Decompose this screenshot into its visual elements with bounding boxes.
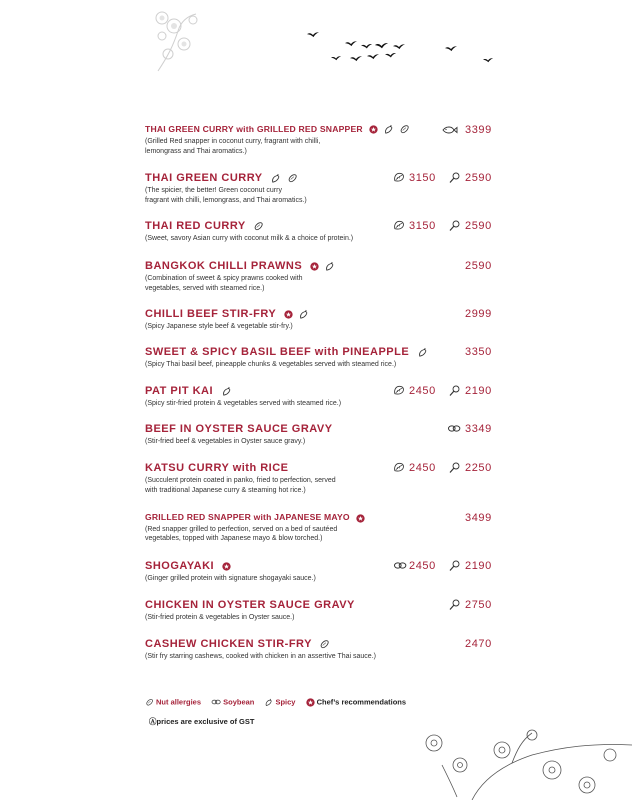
item-description: (Spicy stir-fried protein & vegetables served with steamed rice.): [145, 400, 342, 408]
menu-item: [145, 423, 495, 447]
item-title: THAI GREEN CURRY: [145, 172, 495, 184]
spicy-icon: [324, 261, 335, 272]
menu-item: [145, 385, 495, 409]
item-description: (Combination of sweet & spicy prawns cooked with vegetables, served with steamed rice.): [145, 275, 303, 292]
item-title: KATSU CURRY with RICE: [145, 462, 289, 474]
item-description: (Succulent protein coated in panko, fried to perfection, served with traditional Japanese curry & steaming hot rice.): [145, 477, 336, 494]
soybean-icon: [211, 698, 221, 706]
item-price-chicken: 2250: [465, 462, 492, 474]
legend-soy-label: Soybean: [223, 697, 255, 707]
chef-recommendation-icon: [369, 125, 378, 134]
menu-item: [145, 124, 495, 157]
beef-icon: [393, 560, 407, 571]
footnote-text: prices are exclusive of GST: [156, 717, 255, 726]
item-description: (Ginger grilled protein with signature shogayaki sauce.): [145, 575, 316, 583]
item-title: CHILLI BEEF STIR-FRY: [145, 308, 495, 320]
chef-recommendation-icon: [310, 262, 319, 271]
menu-item: [145, 638, 495, 662]
chicken-icon: [448, 560, 460, 572]
item-description: (Sweet, savory Asian curry with coconut milk & a choice of protein.): [145, 235, 354, 243]
menu-item: [145, 560, 495, 584]
item-price: 3350: [465, 346, 492, 358]
flower-branch-decoration-icon: [412, 725, 638, 800]
item-title: THAI RED CURRY: [145, 220, 495, 232]
chicken-icon: [448, 220, 460, 232]
item-price-chicken: 2190: [465, 385, 492, 397]
spicy-icon: [264, 698, 273, 707]
menu-item: [145, 599, 495, 623]
vegetable-icon: [393, 219, 406, 231]
menu-item: [145, 220, 495, 244]
item-title: SWEET & SPICY BASIL BEEF with PINEAPPLE: [145, 346, 495, 358]
item-price-veg: 3150: [409, 172, 436, 184]
item-title: CHICKEN IN OYSTER SAUCE GRAVY: [145, 599, 355, 611]
nut-allergy-icon: [319, 639, 330, 650]
item-title: CASHEW CHICKEN STIR-FRY: [145, 638, 495, 650]
nut-allergy-icon: [287, 173, 298, 184]
item-price-beef: 2450: [409, 560, 436, 572]
item-description: (Spicy Japanese style beef & vegetable stir-fry.): [145, 323, 293, 331]
item-price: 2750: [465, 599, 492, 611]
chef-recommendation-icon: [222, 562, 231, 571]
chef-recommendation-icon: [284, 310, 293, 319]
spicy-icon: [221, 386, 232, 397]
nut-allergy-icon: [399, 124, 410, 135]
item-price-chicken: 2590: [465, 220, 492, 232]
chicken-icon: [448, 385, 460, 397]
item-price-veg: 2450: [409, 385, 436, 397]
item-price-veg: 3150: [409, 220, 436, 232]
nut-allergy-icon: [253, 221, 264, 232]
menu-item: [145, 260, 495, 293]
item-title: GRILLED RED SNAPPER with JAPANESE MAYO: [145, 512, 495, 523]
item-description: (Grilled Red snapper in coconut curry, fragrant with chilli, lemongrass and Thai aromatics.): [145, 138, 321, 155]
item-title: BEEF IN OYSTER SAUCE GRAVY: [145, 423, 333, 435]
item-price: 3399: [465, 124, 492, 136]
vegetable-icon: [393, 461, 406, 473]
item-title: PAT PIT KAI: [145, 385, 495, 397]
legend-spicy: [264, 697, 295, 707]
item-title: SHOGAYAKI: [145, 560, 495, 572]
item-title: THAI GREEN CURRY with GRILLED RED SNAPPER: [145, 124, 495, 135]
gst-footnote: [149, 716, 254, 727]
item-price: 2590: [465, 260, 492, 272]
chicken-icon: [448, 462, 460, 474]
spicy-icon: [417, 347, 428, 358]
menu-item: [145, 172, 495, 205]
menu-item: [145, 346, 495, 370]
spicy-icon: [298, 309, 309, 320]
legend-chef: [306, 697, 406, 707]
item-description: (Spicy Thai basil beef, pineapple chunks & vegetables served with steamed rice.): [145, 361, 397, 369]
item-description: (Stir fry starring cashews, cooked with chicken in an assertive Thai sauce.): [145, 653, 376, 661]
item-title: BANGKOK CHILLI PRAWNS: [145, 260, 495, 272]
menu-item: [145, 308, 495, 332]
menu-item: [145, 462, 495, 495]
item-price-chicken: 2590: [465, 172, 492, 184]
item-description: (Red snapper grilled to perfection, served on a bed of sautéed vegetables, topped with Japanese mayo & blow torched.): [145, 525, 338, 543]
chicken-icon: [448, 172, 460, 184]
item-description: (Stir-fried protein & vegetables in Oyster sauce.): [145, 614, 295, 621]
legend: [145, 697, 414, 707]
vegetable-icon: [393, 171, 406, 183]
nut-allergy-icon: [145, 698, 154, 707]
item-description: (Stir-fried beef & vegetables in Oyster sauce gravy.): [145, 438, 306, 445]
spicy-icon: [383, 124, 394, 135]
fish-icon: [442, 125, 458, 135]
chef-recommendation-icon: [306, 698, 315, 707]
chef-recommendation-icon: [356, 514, 365, 523]
legend-spicy-label: Spicy: [275, 697, 296, 707]
item-description: (The spicier, the better! Green coconut curry fragrant with chilli, lemongrass, and Thai aromatics.): [145, 187, 307, 204]
flower-decoration-icon: [148, 6, 208, 76]
item-price: 3349: [465, 423, 492, 435]
legend-nut: [145, 697, 201, 707]
footnote-icon: Ⓐ: [149, 717, 157, 726]
vegetable-icon: [393, 384, 406, 396]
item-price-chicken: 2190: [465, 560, 492, 572]
beef-icon: [447, 423, 461, 434]
spicy-icon: [270, 173, 281, 184]
menu-item: [145, 512, 495, 544]
item-price: 2999: [465, 308, 492, 320]
item-price-veg: 2450: [409, 462, 436, 474]
legend-chef-label: Chef’s recommendations: [316, 697, 407, 707]
birds-decoration: [305, 25, 495, 70]
legend-nut-label: Nut allergies: [156, 697, 202, 707]
legend-soy: [211, 697, 254, 707]
chicken-icon: [448, 599, 460, 611]
item-price: 2470: [465, 638, 492, 650]
item-price: 3499: [465, 512, 492, 524]
birds-icon: [305, 25, 495, 70]
